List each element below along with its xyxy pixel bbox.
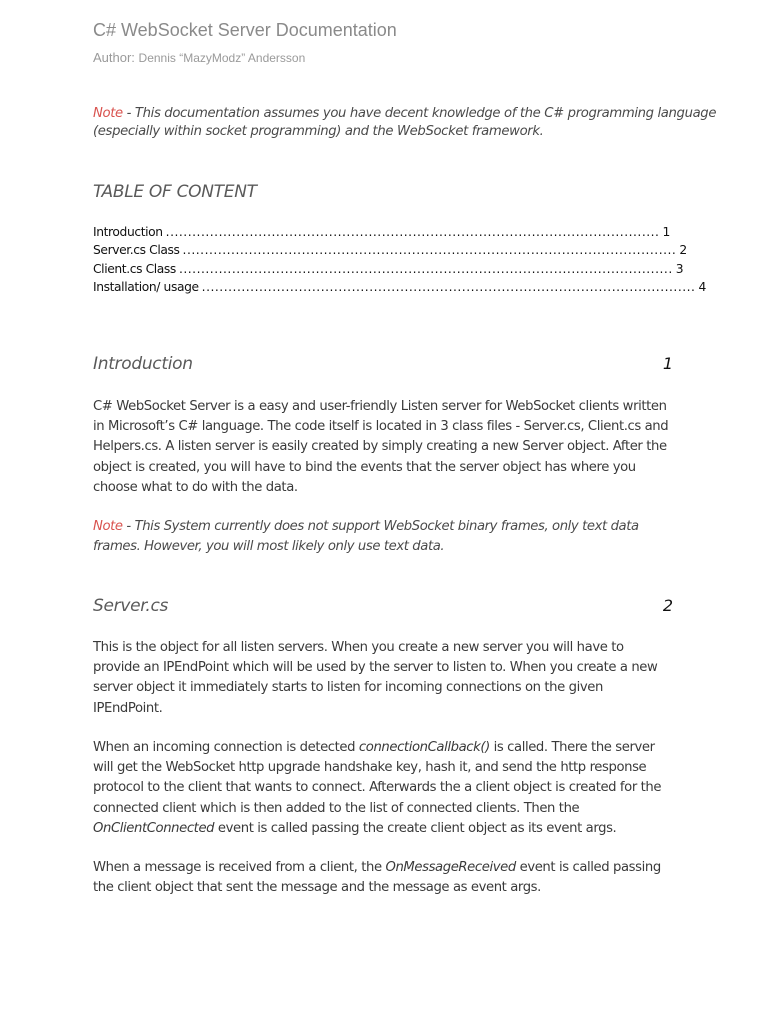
paragraph-line: choose what to do with the data. [93,479,298,495]
toc-heading: TABLE OF CONTENT [93,182,257,202]
paragraph-line: the client object that sent the message and the message as event args. [93,880,541,896]
toc-entry-installation[interactable] [93,279,706,298]
toc-entry-page: 1 [662,225,670,239]
toc-entry-title: Server.cs Class [93,243,180,258]
note-text-line-1: - This documentation assumes you have decent knowledge of the C# programming language [122,106,717,121]
section-title: Server.cs [93,596,169,616]
server-paragraph-3 [93,858,675,898]
toc-entry-title: Client.cs Class [93,261,176,276]
toc-entry-page: 3 [675,261,684,276]
note-text-line-1: - This System currently does not support WebSocket binary frames, only text data [122,519,639,534]
document-title: C# WebSocket Server Documentation [93,20,397,40]
author-label: Author: [93,50,139,65]
toc-leader-dots: ................................................................................................................ [182,243,677,258]
note-text-line-2: (especially within socket programming) and the WebSocket framework. [93,124,544,139]
code-reference: OnClientConnected [93,820,215,836]
code-reference: connectionCallback() [358,740,490,755]
toc-leader-dots: ................................................................................................................ [201,279,696,294]
paragraph-line: will get the WebSocket http upgrade handshake key, hash it, and send the http response [93,760,647,776]
section-number: 2 [662,596,673,615]
paragraph-text: When an incoming connection is detected [93,740,359,755]
author-line [93,50,305,65]
paragraph-line: connected client which is then added to the list of connected clients. Then the [93,800,580,816]
toc-entry-title: Introduction [93,225,163,239]
toc-leader-dots: ................................................................................................................ [178,261,673,276]
toc-entry-page: 4 [698,279,706,294]
toc-entry-client[interactable] [93,261,684,280]
section-title: Introduction [93,354,193,374]
note-label: Note [93,106,123,121]
toc-leader-dots: ................................................................................................................ [165,225,660,239]
paragraph-line: protocol to the client that wants to connect. Afterwards the a client object is created for the [93,780,662,796]
paragraph-text: is called. There the server [489,740,655,755]
section-heading-server [93,596,673,616]
paragraph-line: Helpers.cs. A listen server is easily created by simply creating a new Server object. After the [93,439,667,455]
paragraph-line: server object it immediately starts to listen for incoming connections on the given [93,680,603,696]
note-label: Note [93,519,123,534]
section-heading-introduction [93,354,673,374]
paragraph-text: event is called passing the create client object as its event args. [214,820,617,836]
server-paragraph-1 [93,638,675,719]
author-name: Dennis “MazyModz” Andersson [138,51,306,65]
toc-entry-server[interactable] [93,243,687,261]
toc-entry-introduction[interactable] [93,225,670,243]
toc-entry-title: Installation/ usage [93,279,199,294]
paragraph-line: object is created, you will have to bind the events that the server object has where you [93,459,636,475]
paragraph-text: event is called passing [515,860,661,875]
server-paragraph-2 [93,738,675,839]
paragraph-text: When a message is received from a client, the [93,860,386,875]
table-of-contents [93,225,706,298]
note-text-line-2: frames. However, you will most likely only use text data. [93,539,445,555]
toc-entry-page: 2 [679,243,687,258]
code-reference: OnMessageReceived [385,860,516,875]
paragraph-line: C# WebSocket Server is a easy and user-friendly Listen server for WebSocket clients written [93,399,667,414]
intro-note [93,105,717,141]
paragraph-line: provide an IPEndPoint which will be used by the server to listen to. When you create a new [93,660,658,676]
introduction-note [93,517,673,557]
paragraph-line: in Microsoft’s C# language. The code itself is located in 3 class files - Server.cs, Client.cs and [93,419,669,435]
introduction-paragraph [93,397,675,498]
section-number: 1 [662,354,673,373]
paragraph-line: This is the object for all listen servers. When you create a new server you will have to [93,640,624,655]
paragraph-line: IPEndPoint. [93,700,163,716]
